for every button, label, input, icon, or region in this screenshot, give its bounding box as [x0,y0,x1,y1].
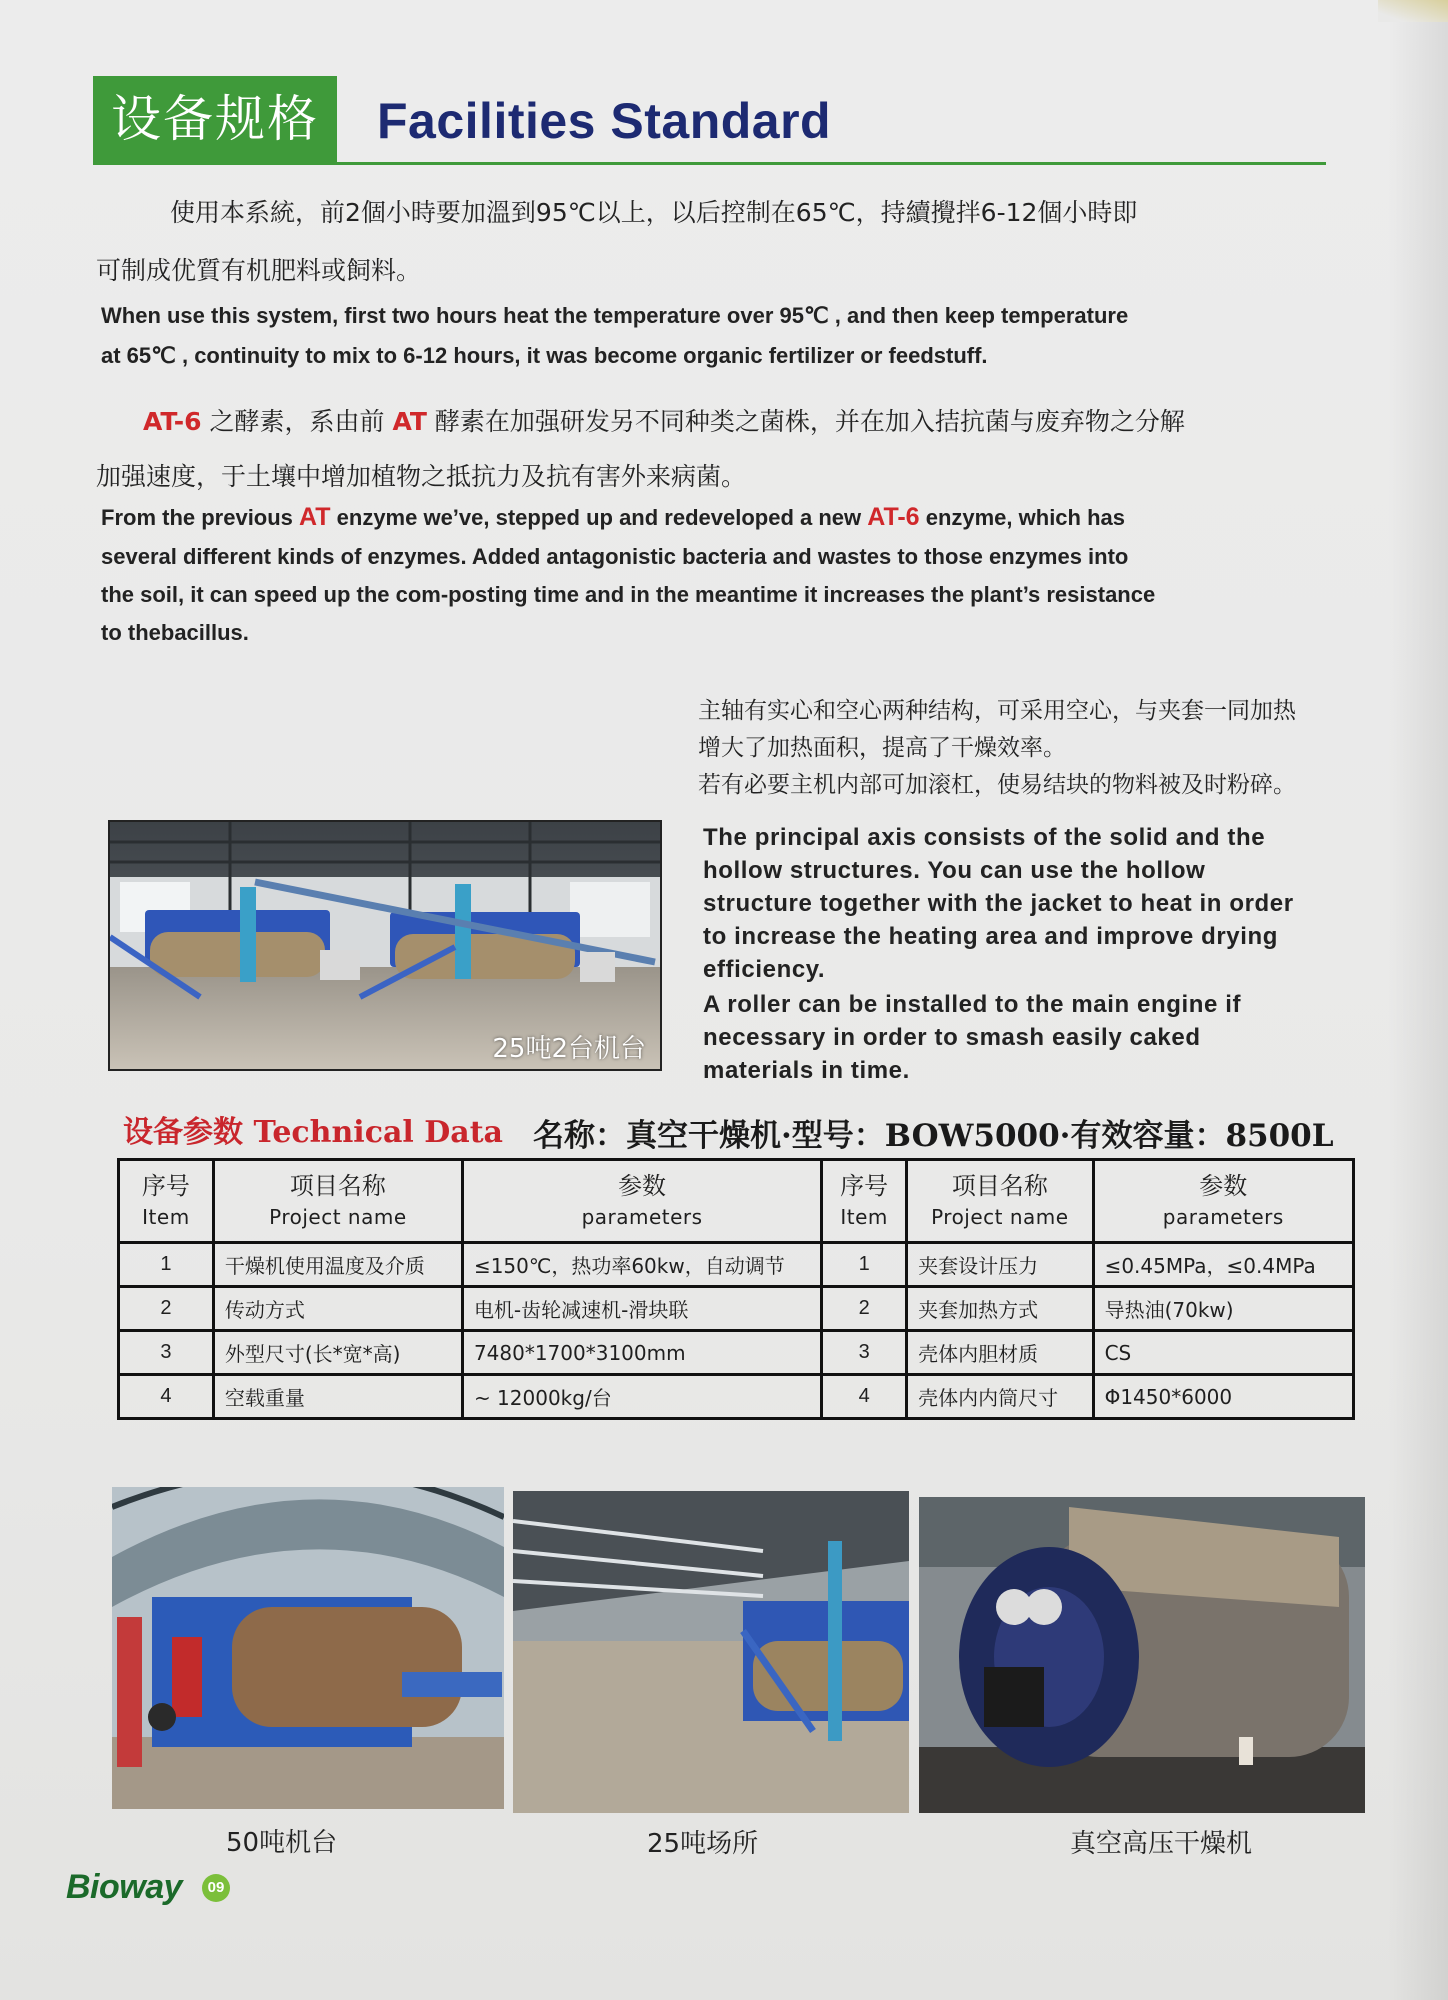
axis-cn-line1: 主轴有实心和空心两种结构，可采用空心，与夹套一同加热 [698,698,1296,724]
row2-num: 2 [119,1287,214,1331]
row1-name2: 夹套设计压力 [907,1243,1093,1287]
at6-cn-prefix: AT-6 [143,407,202,436]
photo-50t-machine [112,1487,504,1809]
main-photo-caption: 25吨2台机台 [492,1034,646,1064]
photo-50t-illustration [112,1487,504,1809]
header-item-2 [822,1160,907,1243]
header-project-en: Project name [269,1204,407,1229]
photo-25t-illustration [513,1491,909,1813]
row4-param: ~ 12000kg/台 [462,1375,821,1419]
table-row [119,1287,1354,1331]
main-photo-dryers [108,820,662,1071]
at6-cn-line2: 加强速度，于土壤中增加植物之抵抗力及抗有害外来病菌。 [96,462,747,491]
axis-en-line6: A roller can be installed to the main engine if [703,991,1242,1018]
row3-param: 7480*1700*3100mm [462,1331,821,1375]
header-param-2 [1093,1160,1353,1243]
at6-en-at6: AT-6 [867,503,920,531]
axis-en-line4: to increase the heating area and improve drying [703,923,1279,950]
at6-en-part2: enzyme we’ve, stepped up and redeveloped a new [330,505,868,530]
intro-en-line1: When use this system, first two hours heat the temperature over 95℃ , and then keep temperature [101,303,1129,328]
header-project-2 [907,1160,1093,1243]
photo-25t-site [513,1491,909,1813]
row2-name2: 夹套加热方式 [907,1287,1093,1331]
at6-cn-part2: 酵素在加强研发另不同种类之菌株，并在加入拮抗菌与废弃物之分解 [426,407,1185,436]
row2-num2: 2 [822,1287,907,1331]
photo-vacuum-illustration [919,1497,1365,1813]
caption-50t: 50吨机台 [226,1828,338,1858]
row2-param2: 导热油(70kw) [1093,1287,1353,1331]
row4-param2: Φ1450*6000 [1093,1375,1353,1419]
row2-name: 传动方式 [213,1287,462,1331]
caption-25t: 25吨场所 [647,1829,759,1859]
row1-num: 1 [119,1243,214,1287]
bioway-logo: Bioway [66,1868,183,1906]
header-param-en: parameters [581,1204,703,1229]
at6-en-part3: enzyme, which has [919,505,1125,530]
at6-en-at: AT [299,503,331,531]
row4-num2: 4 [822,1375,907,1419]
row2-param: 电机-齿轮减速机-滑块联 [462,1287,821,1331]
row1-param2: ≤0.45MPa，≤0.4MPa [1093,1243,1353,1287]
at6-cn-part1: 之酵素，系由前 [201,407,393,436]
intro-cn-line1: 使用本系統，前2個小時要加溫到95℃以上，以后控制在65℃，持續攪拌6-12個小時即 [170,198,1138,227]
axis-en-line3: structure together with the jacket to heat in order [703,890,1294,917]
header-project2-en: Project name [931,1204,1069,1229]
row4-name2: 壳体内内筒尺寸 [907,1375,1093,1419]
header-item-en: Item [142,1204,190,1229]
header-project-cn: 项目名称 [289,1171,386,1200]
page-number-badge: 09 [202,1874,230,1902]
page-edge-shadow [1388,0,1448,2000]
table-row [119,1243,1354,1287]
spec-table [117,1158,1355,1420]
row3-name2: 壳体内胆材质 [907,1331,1093,1375]
intro-cn-line2: 可制成优質有机肥料或飼料。 [96,256,422,285]
header-item-cn: 序号 [141,1171,190,1200]
photo-vacuum-dryer [919,1497,1365,1813]
header-param2-en: parameters [1162,1204,1284,1229]
axis-en-line8: materials in time. [703,1057,910,1084]
header-param2-cn: 参数 [1199,1171,1248,1200]
axis-en-line5: efficiency. [703,956,826,983]
header-divider [93,162,1326,165]
section-title-cn: 设备规格 [93,76,337,162]
row3-num: 3 [119,1331,214,1375]
at6-en-line4: to thebacillus. [101,620,249,645]
row1-name: 干燥机使用温度及介质 [213,1243,462,1287]
axis-cn-line3: 若有必要主机内部可加滚杠，使易结块的物料被及时粉碎。 [698,772,1296,798]
page-corner [1378,0,1448,22]
header-project2-cn: 项目名称 [951,1171,1048,1200]
header-item2-cn: 序号 [840,1171,889,1200]
at6-en-line1 [101,498,1125,537]
at6-cn-at: AT [392,407,427,436]
at6-en-line3: the soil, it can speed up the com-posting time and in the meantime it increases the plant’s resistance [101,582,1156,607]
axis-cn-line2: 增大了加热面积，提高了干燥效率。 [698,735,1066,761]
row3-param2: CS [1093,1331,1353,1375]
spec-table-header [119,1160,1354,1243]
axis-en-line2: hollow structures. You can use the hollow [703,857,1206,884]
row4-name: 空载重量 [213,1375,462,1419]
axis-en-line1: The principal axis consists of the solid and the [703,824,1266,851]
tech-data-title: 设备参数 Technical Data [123,1115,503,1150]
row3-num2: 3 [822,1331,907,1375]
row1-num2: 1 [822,1243,907,1287]
header-param [462,1160,821,1243]
table-row [119,1331,1354,1375]
header-item [119,1160,214,1243]
axis-en-line7: necessary in order to smash easily caked [703,1024,1201,1051]
tech-model-line: 名称：真空干燥机·型号：BOW5000·有效容量：8500L [533,1118,1334,1154]
row1-param: ≤150℃，热功率60kw，自动调节 [462,1243,821,1287]
caption-vacuum: 真空高压干燥机 [1070,1829,1253,1859]
section-title-en: Facilities Standard [377,93,832,149]
at6-cn-line1 [143,392,1185,451]
at6-en-part1: From the previous [101,505,300,530]
header-param-cn: 参数 [618,1171,667,1200]
header-item2-en: Item [840,1204,888,1229]
row4-num: 4 [119,1375,214,1419]
table-row [119,1375,1354,1419]
row3-name: 外型尺寸(长*宽*高) [213,1331,462,1375]
at6-en-line2: several different kinds of enzymes. Added antagonistic bacteria and wastes to those enzymes into [101,544,1129,569]
header-project [213,1160,462,1243]
intro-en-line2: at 65℃ , continuity to mix to 6-12 hours, it was become organic fertilizer or feedstuff. [101,343,988,368]
